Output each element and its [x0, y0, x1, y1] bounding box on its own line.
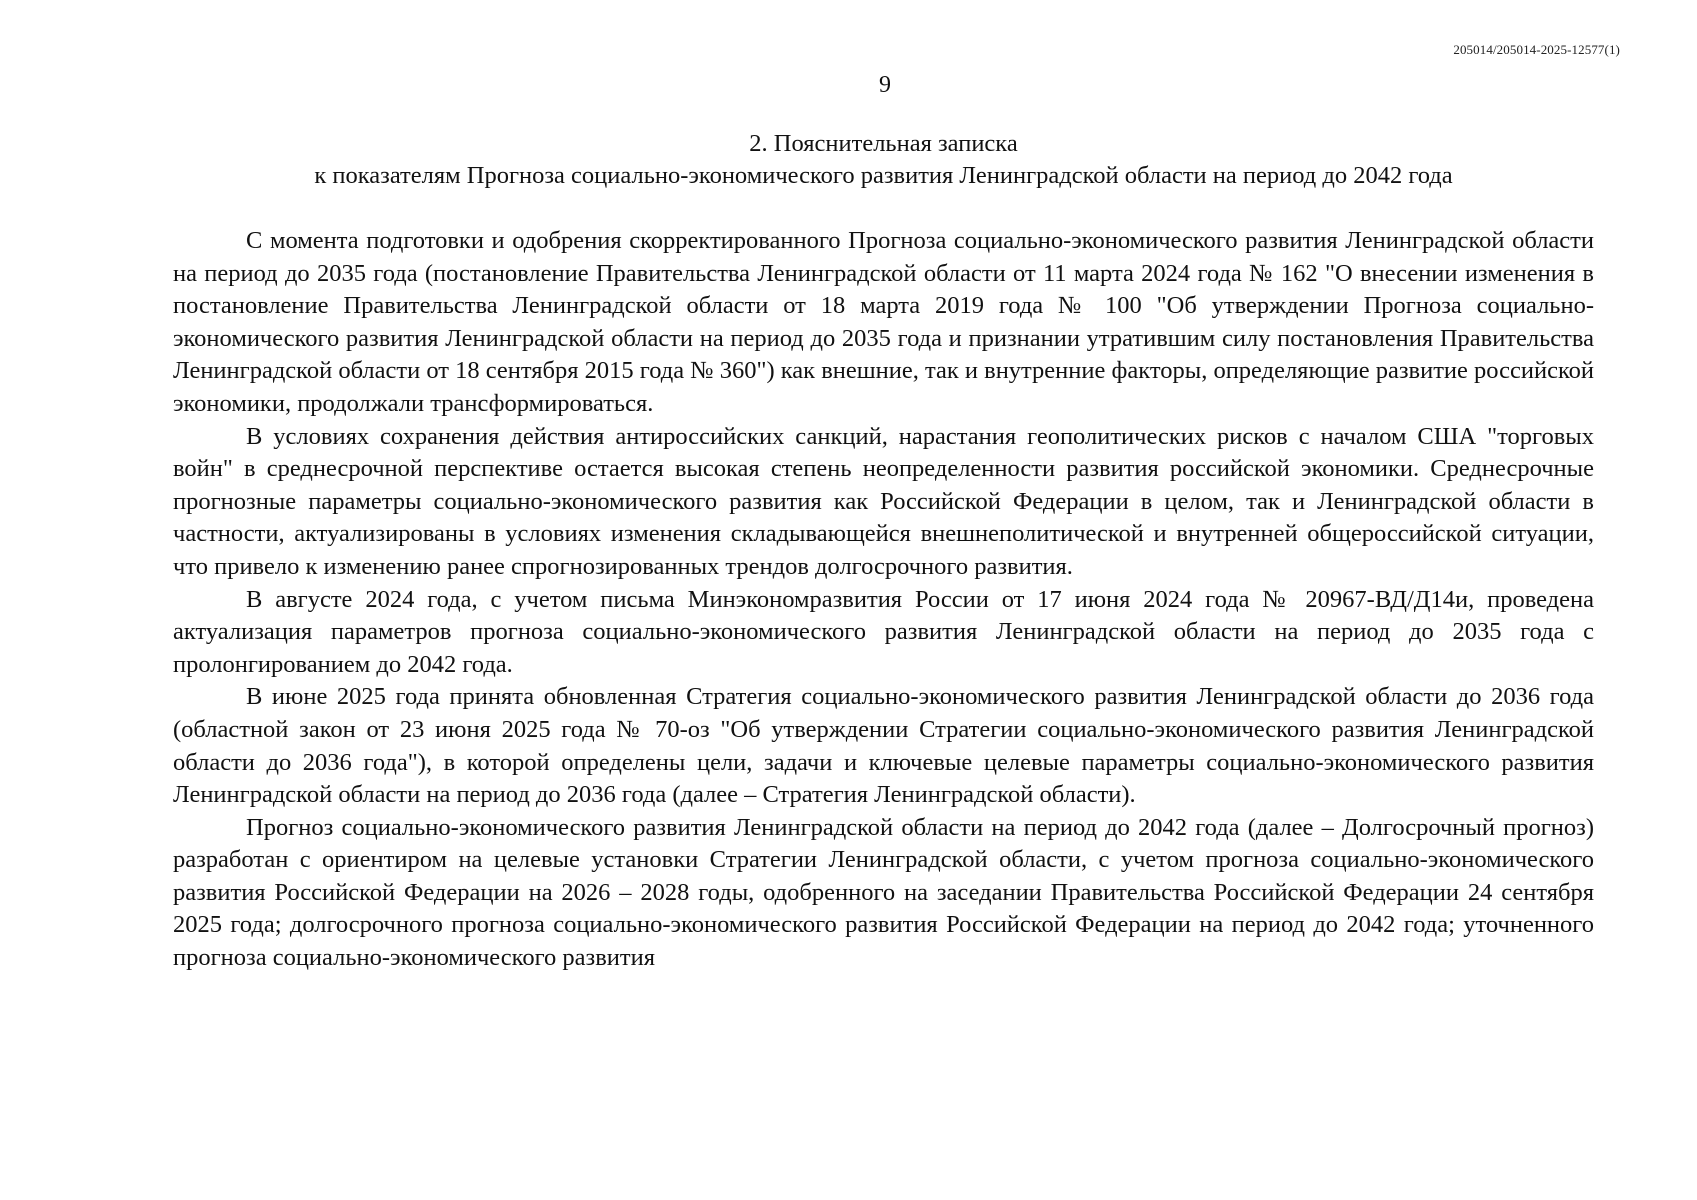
page-number: 9 [879, 72, 891, 98]
paragraph: В июне 2025 года принята обновленная Стратегия социально-экономического развития Ленинградской области до 2036 года (областной закон от 23 июня 2025 года № 70-оз "Об утверждении Стратегии социально-экономического развития Ленинградской области до 2036 года"), в которой определены цели, задачи и ключевые целевые параметры социально-экономического развития Ленинградской области на период до 2036 года (далее – Стратегия Ленинградской области). [173, 683, 1594, 809]
body-text [173, 225, 1594, 975]
section-title: 2. Пояснительная записка [749, 130, 1018, 157]
paragraph: В условиях сохранения действия антироссийских санкций, нарастания геополитических рисков с началом США "торговых войн" в среднесрочной перспективе остается высокая степень неопределенности развития российской экономики. Среднесрочные прогнозные параметры социально-экономического развития как Российской Федерации в целом, так и Ленинградской области в частности, актуализированы в условиях изменения складывающейся внешнеполитической и внутренней общероссийской ситуации, что привело к изменению ранее спрогнозированных трендов долгосрочного развития. [173, 422, 1594, 580]
paragraph: С момента подготовки и одобрения скорректированного Прогноза социально-экономического развития Ленинградской области на период до 2035 года (постановление Правительства Ленинградской области от 11 марта 2024 года № 162 "О внесении изменения в постановление Правительства Ленинградской области от 18 марта 2019 года № 100 "Об утверждении Прогноза социально-экономического развития Ленинградской области на период до 2035 года и признании утратившим силу постановления Правительства Ленинградской области от 18 сентября 2015 года № 360") как внешние, так и внутренние факторы, определяющие развитие российской экономики, продолжали трансформироваться. [173, 227, 1594, 417]
paragraph: В августе 2024 года, с учетом письма Минэкономразвития России от 17 июня 2024 года № 20967-ВД/Д14и, проведена актуализация параметров прогноза социально-экономического развития Ленинградской области на период до 2035 года с пролонгированием до 2042 года. [173, 585, 1594, 678]
section-heading [173, 128, 1594, 192]
paragraph: Прогноз социально-экономического развития Ленинградской области на период до 2042 года (далее – Долгосрочный прогноз) разработан с ориентиром на целевые установки Стратегии Ленинградской области, с учетом прогноза социально-экономического развития Российской Федерации на 2026 – 2028 годы, одобренного на заседании Правительства Российской Федерации 24 сентября 2025 года; долгосрочного прогноза социально-экономического развития Российской Федерации на период до 2042 года; уточненного прогноза социально-экономического развития [173, 813, 1594, 972]
document-registration-code: 205014/205014-2025-12577(1) [1453, 42, 1620, 57]
section-subtitle: к показателям Прогноза социально-экономического развития Ленинградской области на период до 2042 года [314, 162, 1453, 189]
